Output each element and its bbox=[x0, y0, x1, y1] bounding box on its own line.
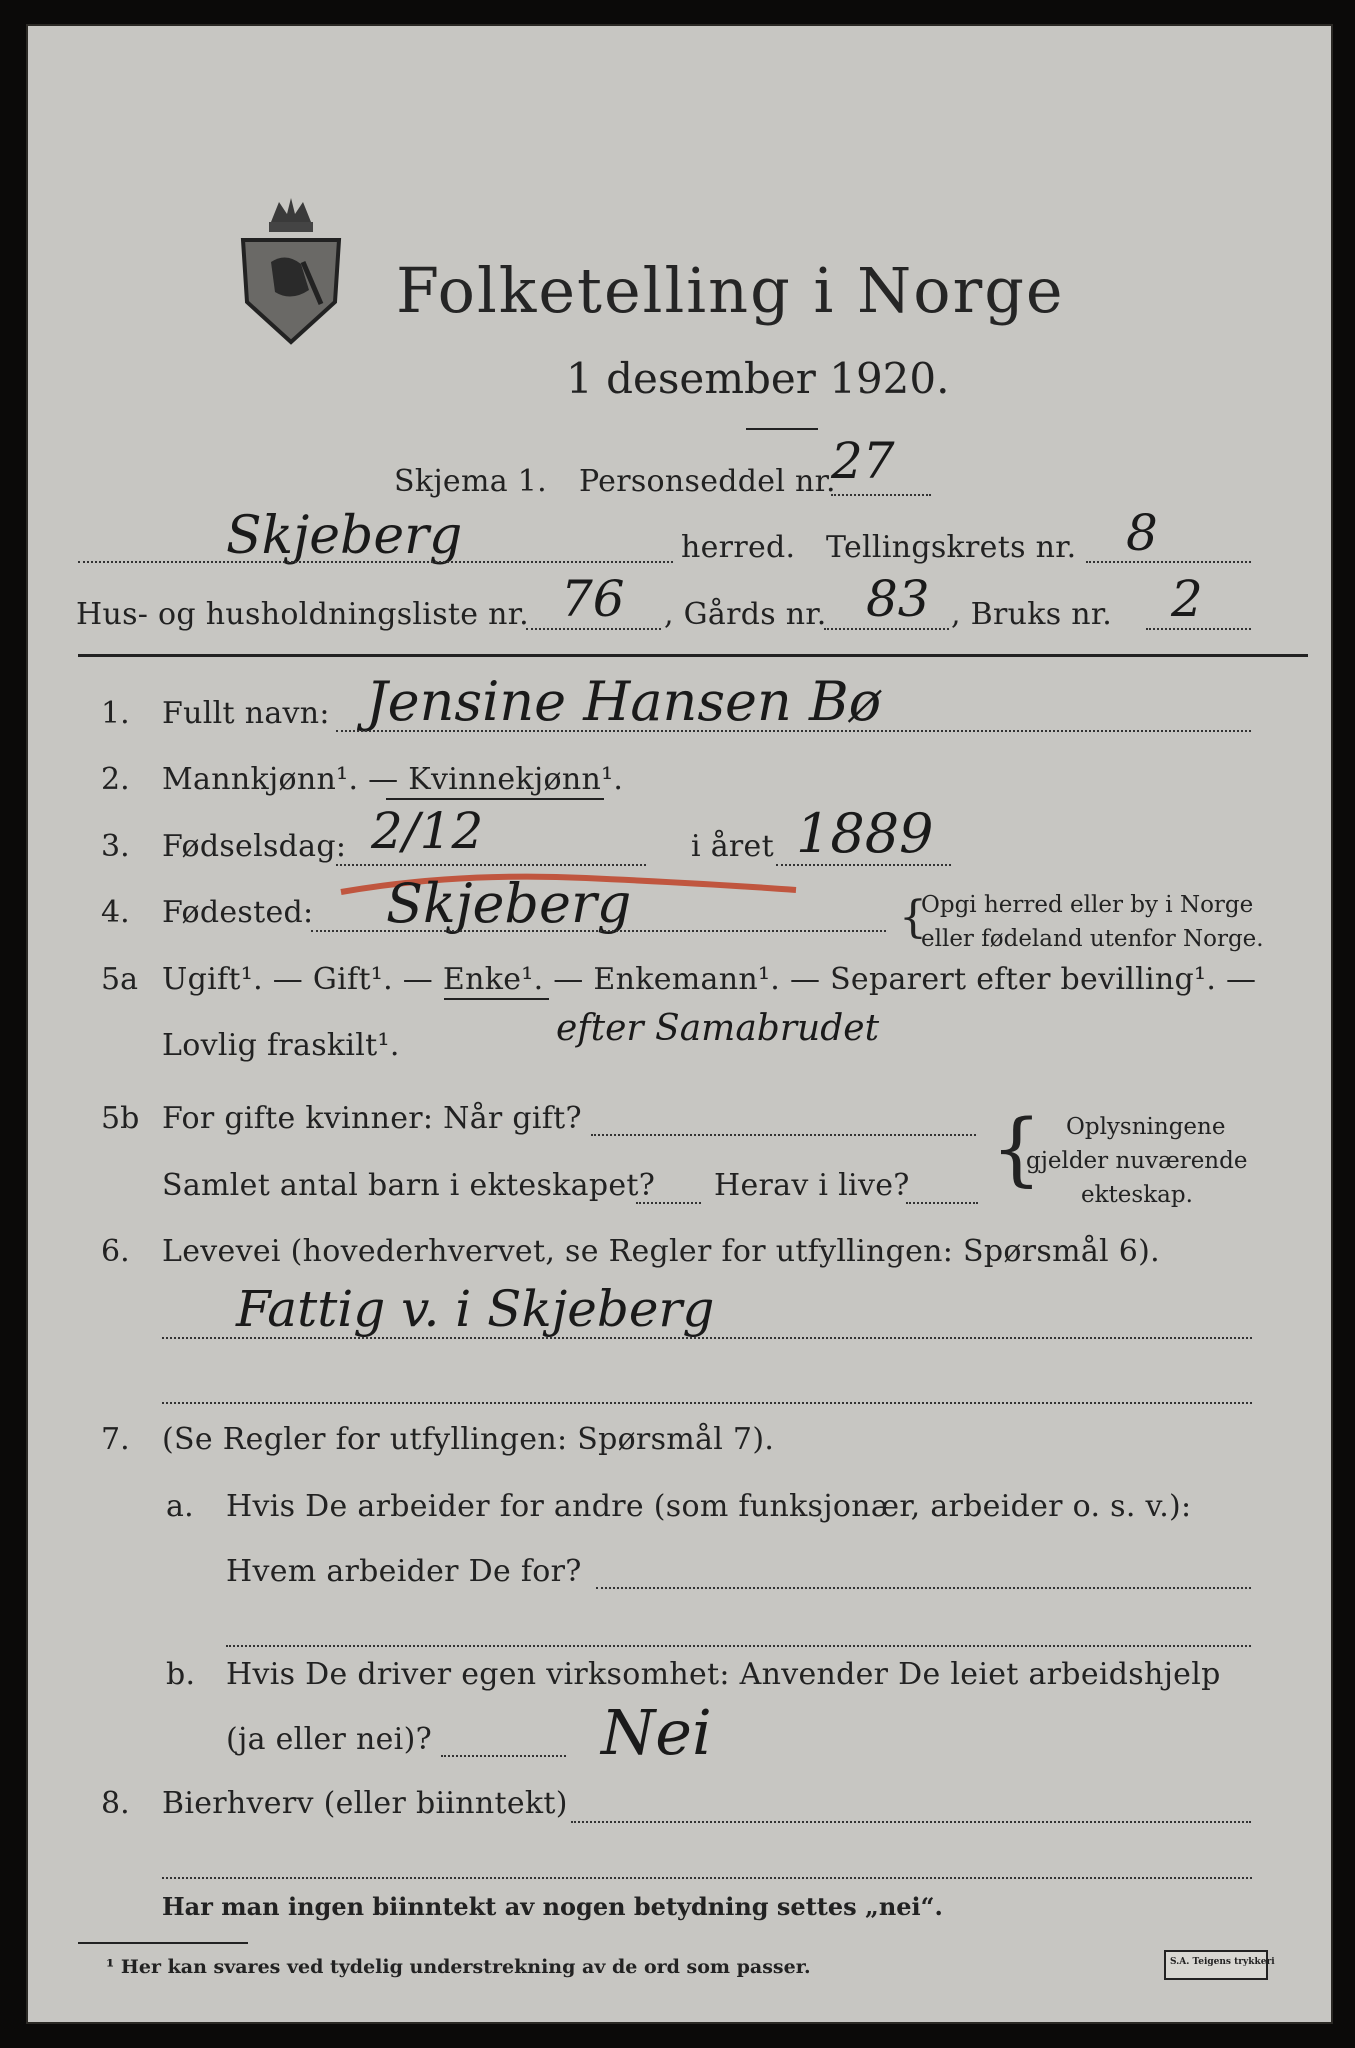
q5a-number: 5a bbox=[101, 962, 138, 997]
q3-label: Fødselsdag: bbox=[162, 829, 347, 864]
q7-number: 7. bbox=[101, 1422, 130, 1457]
q1-label: Fullt navn: bbox=[162, 696, 330, 731]
q5a-line-1: Ugift¹. — Gift¹. — Enke¹. — Enkemann¹. — Separert efter bevilling¹. — bbox=[162, 962, 1257, 997]
hus-line bbox=[526, 628, 661, 630]
hus-label: Hus- og husholdningsliste nr. bbox=[76, 597, 529, 632]
birthplace-line bbox=[311, 930, 886, 932]
occupation-line-1 bbox=[162, 1337, 1252, 1339]
children-alive-line bbox=[906, 1202, 978, 1204]
q5b-brace: { bbox=[991, 1102, 1042, 1195]
q4-number: 4. bbox=[101, 895, 130, 930]
year-label: i året bbox=[691, 829, 774, 864]
q8-label: Bierhverv (eller biinntekt) bbox=[162, 1786, 568, 1821]
gards-value: 83 bbox=[866, 570, 930, 628]
q7b-line-1: Hvis De driver egen virksomhet: Anvender De leiet arbeidshjelp bbox=[226, 1657, 1221, 1692]
hus-value: 76 bbox=[561, 570, 625, 628]
full-name-value: Jensine Hansen Bø bbox=[366, 670, 882, 733]
q4-label: Fødested: bbox=[162, 895, 314, 930]
title-divider bbox=[746, 428, 818, 430]
footnote: ¹ Her kan svares ved tydelig understrekning av de ord som passer. bbox=[106, 1956, 811, 1978]
q6-number: 6. bbox=[101, 1234, 130, 1269]
birthplace-value: Skjeberg bbox=[386, 872, 632, 935]
q7b-letter: b. bbox=[166, 1657, 196, 1692]
q5b-note-3: ekteskap. bbox=[1081, 1182, 1193, 1208]
side-income-line-2 bbox=[162, 1877, 1252, 1879]
birthdate-value: 2/12 bbox=[371, 802, 484, 860]
tellingskrets-value: 8 bbox=[1126, 504, 1158, 562]
skjema-label: Skjema 1. bbox=[394, 464, 547, 499]
printer-stamp bbox=[1164, 1950, 1275, 1980]
census-form-paper bbox=[26, 24, 1333, 2024]
full-name-line bbox=[336, 730, 1251, 732]
q7b-line-2: (ja eller nei)? bbox=[226, 1722, 432, 1757]
printer-stamp-text: S.A. Teigens trykkeri bbox=[1170, 1957, 1275, 1967]
children-count-line bbox=[636, 1202, 701, 1204]
footnote-rule bbox=[78, 1942, 248, 1944]
q7-label: (Se Regler for utfyllingen: Spørsmål 7). bbox=[162, 1422, 775, 1457]
personseddel-label: Personseddel nr. bbox=[579, 464, 836, 499]
norway-coat-of-arms-icon bbox=[231, 192, 351, 352]
header-divider bbox=[78, 654, 1308, 657]
q5a-line-2: Lovlig fraskilt¹. bbox=[162, 1028, 400, 1063]
hired-help-value: Nei bbox=[601, 1696, 712, 1769]
married-date-line bbox=[591, 1134, 976, 1136]
q8-number: 8. bbox=[101, 1786, 130, 1821]
form-title: Folketelling i Norge bbox=[396, 254, 1065, 327]
q6-label: Levevei (hovederhvervet, se Regler for utfyllingen: Spørsmål 6). bbox=[162, 1234, 1160, 1269]
q5b-note-1: Oplysningene bbox=[1066, 1114, 1226, 1140]
herred-label: herred. bbox=[681, 530, 796, 565]
q4-brace: { bbox=[899, 892, 927, 943]
herred-line bbox=[78, 561, 673, 563]
hired-help-line bbox=[441, 1755, 566, 1757]
tellingskrets-label: Tellingskrets nr. bbox=[826, 530, 1077, 565]
side-income-line-1 bbox=[571, 1821, 1251, 1823]
q2-number: 2. bbox=[101, 762, 130, 797]
birth-year-value: 1889 bbox=[796, 802, 934, 865]
q7a-line-2: Hvem arbeider De for? bbox=[226, 1554, 582, 1589]
bruks-value: 2 bbox=[1171, 570, 1203, 628]
footer-note: Har man ingen biinntekt av nogen betydning settes „nei“. bbox=[162, 1892, 943, 1921]
q1-number: 1. bbox=[101, 696, 130, 731]
q2-label: Mannkjønn¹. — Kvinnekjønn¹. bbox=[162, 762, 624, 797]
q5b-line-1: For gifte kvinner: Når gift? bbox=[162, 1101, 582, 1136]
bruks-label: , Bruks nr. bbox=[951, 597, 1113, 632]
q7a-line-1: Hvis De arbeider for andre (som funksjonær, arbeider o. s. v.): bbox=[226, 1489, 1192, 1524]
kvinnekjonn-underline bbox=[386, 798, 604, 800]
personseddel-value: 27 bbox=[831, 432, 895, 490]
gards-line bbox=[824, 628, 949, 630]
enke-underline bbox=[444, 998, 549, 1000]
gards-label: , Gårds nr. bbox=[664, 597, 827, 632]
q5a-handwritten-note: efter Samabrudet bbox=[556, 1008, 880, 1049]
employer-line-1 bbox=[596, 1587, 1251, 1589]
q3-number: 3. bbox=[101, 829, 130, 864]
occupation-value: Fattig v. i Skjeberg bbox=[236, 1280, 715, 1338]
q5b-line-2b: Herav i live? bbox=[714, 1168, 910, 1203]
herred-value: Skjeberg bbox=[226, 506, 463, 566]
q4-note-1: Opgi herred eller by i Norge bbox=[921, 892, 1254, 918]
form-date: 1 desember 1920. bbox=[566, 354, 950, 403]
tellingskrets-line bbox=[1086, 561, 1251, 563]
occupation-line-2 bbox=[162, 1402, 1252, 1404]
q5b-note-2: gjelder nuværende bbox=[1026, 1148, 1248, 1174]
q5b-number: 5b bbox=[101, 1101, 140, 1136]
bruks-line bbox=[1146, 628, 1251, 630]
q4-note-2: eller fødeland utenfor Norge. bbox=[921, 926, 1264, 952]
personseddel-line bbox=[831, 494, 931, 496]
employer-line-2 bbox=[226, 1645, 1251, 1647]
q5b-line-2a: Samlet antal barn i ekteskapet? bbox=[162, 1168, 656, 1203]
q7a-letter: a. bbox=[166, 1489, 195, 1524]
